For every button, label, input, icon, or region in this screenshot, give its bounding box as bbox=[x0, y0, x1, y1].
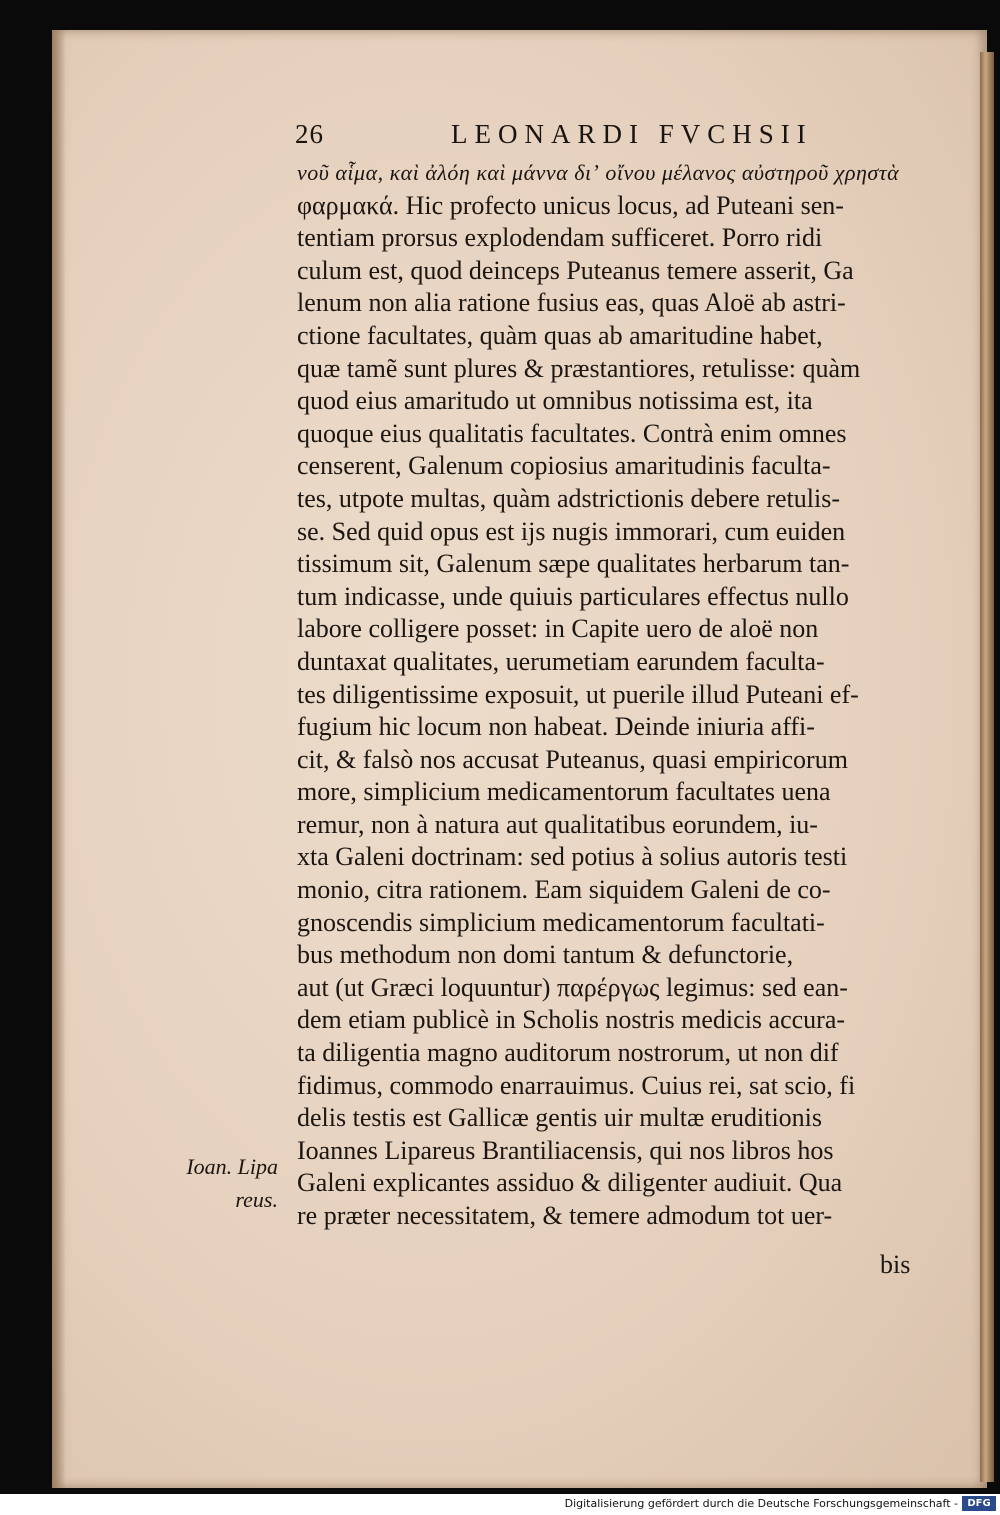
text-line: delis testis est Gallicæ gentis uir multæ eruditionis bbox=[297, 1103, 823, 1133]
running-head: LEONARDI FVCHSII bbox=[451, 119, 813, 149]
page-edge bbox=[980, 52, 994, 1482]
page-gutter bbox=[52, 30, 66, 1488]
page-header bbox=[295, 119, 935, 157]
text-line: culum est, quod deinceps Puteanus temere asserit, Ga bbox=[297, 255, 854, 285]
catchword: bis bbox=[880, 1250, 911, 1279]
text-line: labore colligere posset: in Capite uero de aloë non bbox=[297, 614, 819, 644]
dfg-logo: DFG bbox=[962, 1496, 996, 1511]
text-line: tentiam prorsus explodendam sufficeret. Porro ridi bbox=[297, 223, 823, 253]
text-line: fidimus, commodo enarrauimus. Cuius rei, sat scio, fi bbox=[297, 1070, 856, 1100]
text-line: se. Sed quid opus est ijs nugis immorari, cum euiden bbox=[297, 516, 846, 546]
text-line: quod eius amaritudo ut omnibus notissima est, ita bbox=[297, 386, 813, 416]
text-line: more, simplicium medicamentorum facultates uena bbox=[297, 777, 831, 807]
text-line: censerent, Galenum copiosius amaritudinis faculta- bbox=[297, 451, 831, 481]
text-line: quæ tamẽ sunt plures & præstantiores, retulisse: quàm bbox=[297, 353, 861, 383]
text-line: monio, citra rationem. Eam siquidem Galeni de co- bbox=[297, 875, 831, 905]
text-line: gnoscendis simplicium medicamentorum facultati- bbox=[297, 907, 825, 937]
margin-note-line: Ioan. Lipa bbox=[186, 1154, 278, 1179]
text-line: duntaxat qualitates, uerumetiam earundem faculta- bbox=[297, 646, 825, 676]
text-line: dem etiam publicè in Scholis nostris medicis accura- bbox=[297, 1005, 846, 1035]
text-line: aut (ut Græci loquuntur) παρέργως legimus: sed ean- bbox=[297, 972, 848, 1002]
text-line: lenum non alia ratione fusius eas, quas Aloë ab astri- bbox=[297, 288, 846, 318]
text-line: cit, & falsò nos accusat Puteanus, quasi empiricorum bbox=[297, 744, 848, 774]
text-line: tes, utpote multas, quàm adstrictionis debere retulis- bbox=[297, 483, 840, 513]
text-line: remur, non à natura aut qualitatibus eorundem, iu- bbox=[297, 809, 818, 839]
text-line: Galeni explicantes assiduo & diligenter audiuit. Qua bbox=[297, 1168, 843, 1198]
margin-note-line: reus. bbox=[235, 1187, 278, 1212]
text-line: Ioannes Lipareus Brantiliacensis, qui nos libros hos bbox=[297, 1135, 834, 1165]
text-line: re præter necessitatem, & temere admodum tot uer- bbox=[297, 1201, 833, 1230]
page-number: 26 bbox=[295, 119, 324, 149]
text-line: bus methodum non domi tantum & defunctorie, bbox=[297, 940, 794, 970]
text-line: φαρμακά. Hic profecto unicus locus, ad Puteani sen- bbox=[297, 190, 844, 220]
text-line: ta diligentia magno auditorum nostrorum, ut non dif bbox=[297, 1038, 839, 1068]
footer-bar bbox=[0, 1494, 1000, 1515]
text-line: tes diligentissime exposuit, ut puerile illud Puteani ef- bbox=[297, 679, 859, 709]
body-text bbox=[297, 157, 937, 1233]
text-line: quoque eius qualitatis facultates. Contrà enim omnes bbox=[297, 418, 847, 448]
text-line: fugium hic locum non habeat. Deinde iniuria affi- bbox=[297, 712, 815, 742]
footer-credit: Digitalisierung gefördert durch die Deutsche Forschungsgemeinschaft - bbox=[564, 1497, 958, 1510]
text-line: νοῦ αἷμα, καὶ ἀλόη καὶ μάννα διʼ οἴνου μέλανος αὐστηροῦ χρηστὰ bbox=[297, 160, 900, 185]
text-line: ctione facultates, quàm quas ab amaritudine habet, bbox=[297, 320, 823, 350]
text-line: tum indicasse, unde quiuis particulares effectus nullo bbox=[297, 581, 849, 611]
text-line: tissimum sit, Galenum sæpe qualitates herbarum tan- bbox=[297, 549, 850, 579]
text-line: xta Galeni doctrinam: sed potius à solius autoris testi bbox=[297, 842, 848, 872]
margin-note bbox=[168, 1150, 278, 1216]
